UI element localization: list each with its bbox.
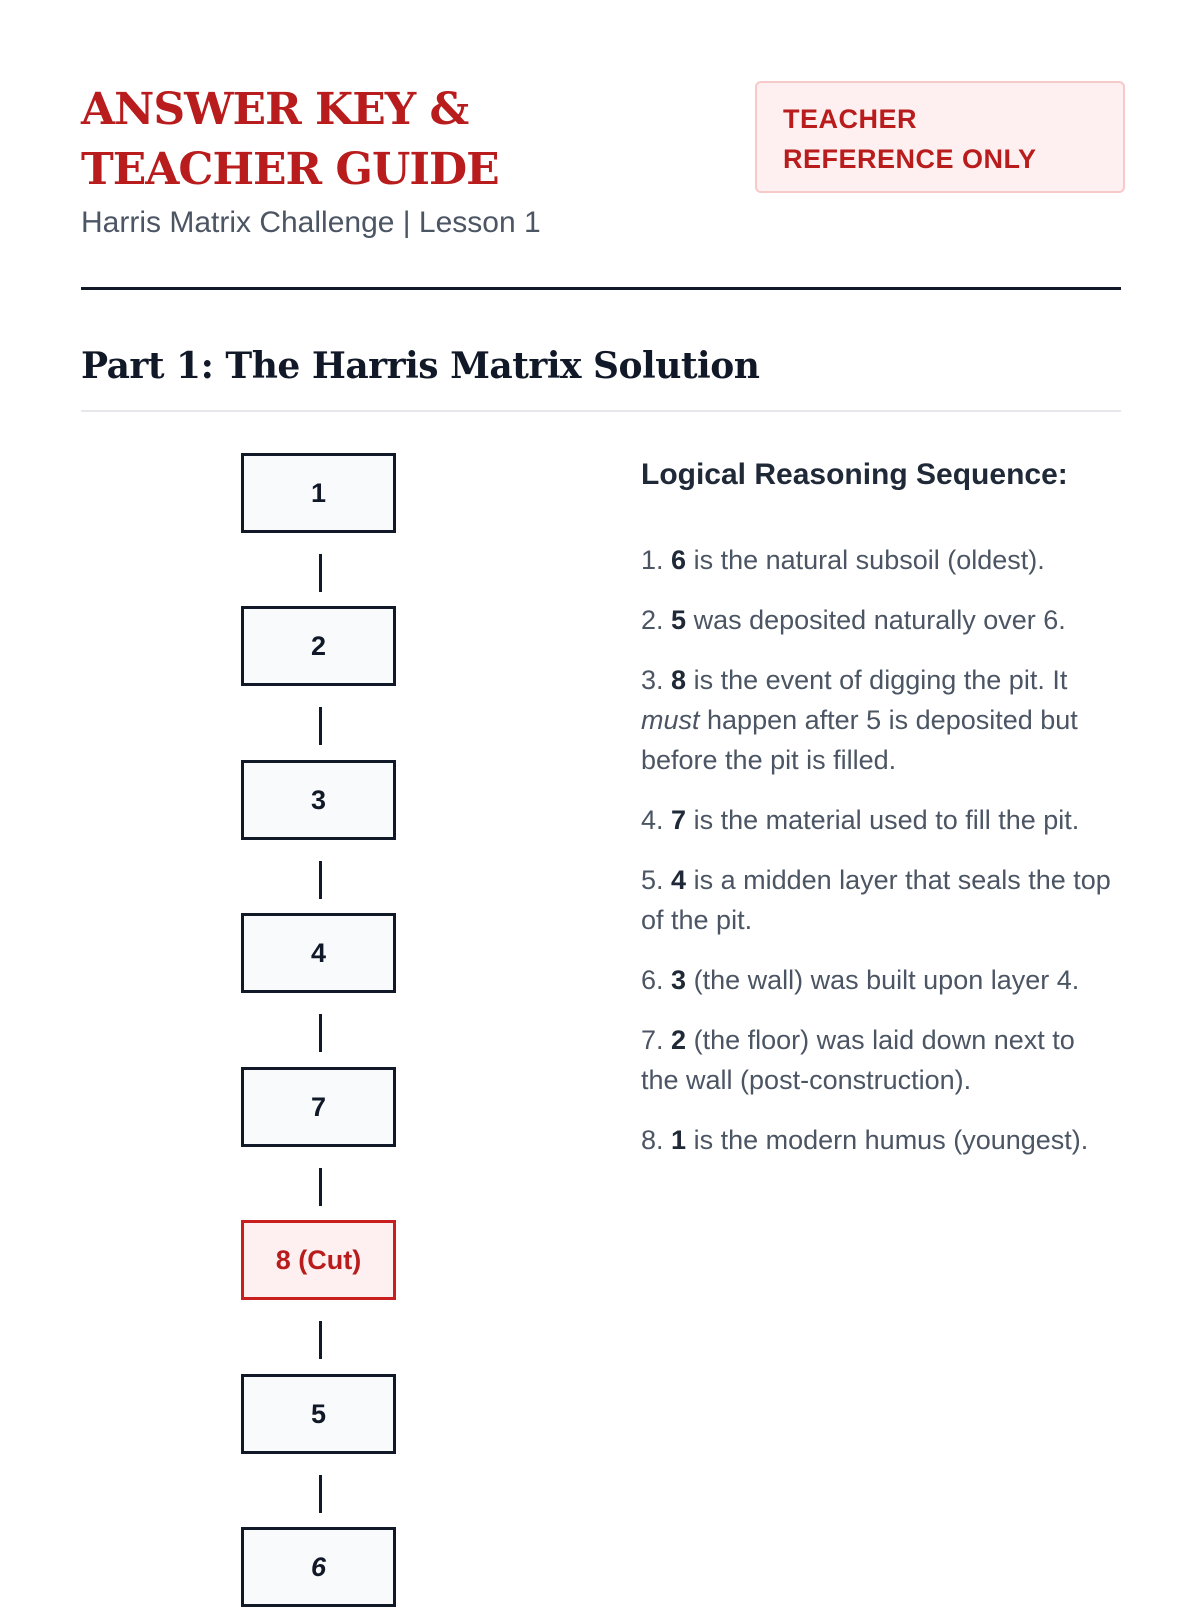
reasoning-step: 6. 3 (the wall) was built upon layer 4. <box>641 965 1080 995</box>
reasoning-step: 5. 4 is a midden layer that seals the top of the pit. <box>641 865 1111 935</box>
matrix-connector <box>319 707 322 745</box>
matrix-node-1: 1 <box>241 453 396 533</box>
reasoning-step: 1. 6 is the natural subsoil (oldest). <box>641 545 1045 575</box>
reasoning-step: 3. 8 is the event of digging the pit. It must happen after 5 is deposited but before the pit is filled. <box>641 665 1078 775</box>
matrix-node-7: 7 <box>241 1067 396 1147</box>
matrix-node-2: 2 <box>241 606 396 686</box>
teacher-reference-badge: TEACHER REFERENCE ONLY <box>755 81 1125 193</box>
reasoning-title: Logical Reasoning Sequence: <box>641 458 1068 491</box>
matrix-connector <box>319 1321 322 1359</box>
header-divider <box>81 287 1121 290</box>
matrix-node-8-cut: 8 (Cut) <box>241 1220 396 1300</box>
reasoning-step: 8. 1 is the modern humus (youngest). <box>641 1125 1089 1155</box>
matrix-connector <box>319 554 322 592</box>
matrix-node-4: 4 <box>241 913 396 993</box>
answer-key-page <box>81 0 1121 1600</box>
reasoning-step: 2. 5 was deposited naturally over 6. <box>641 605 1066 635</box>
reasoning-step: 7. 2 (the floor) was laid down next to the wall (post-construction). <box>641 1025 1075 1095</box>
page-title: ANSWER KEY & TEACHER GUIDE <box>81 84 499 195</box>
reasoning-step: 4. 7 is the material used to fill the pit. <box>641 805 1080 835</box>
matrix-connector <box>319 1475 322 1513</box>
section-divider <box>81 410 1121 412</box>
matrix-node-3: 3 <box>241 760 396 840</box>
matrix-node-5: 5 <box>241 1374 396 1454</box>
reasoning-list <box>641 540 1111 1180</box>
section-title-part-1: Part 1: The Harris Matrix Solution <box>81 345 760 387</box>
page-subtitle: Harris Matrix Challenge | Lesson 1 <box>81 206 541 239</box>
matrix-connector <box>319 1014 322 1052</box>
matrix-connector <box>319 1168 322 1206</box>
matrix-node-6: 6 <box>241 1527 396 1607</box>
matrix-connector <box>319 861 322 899</box>
